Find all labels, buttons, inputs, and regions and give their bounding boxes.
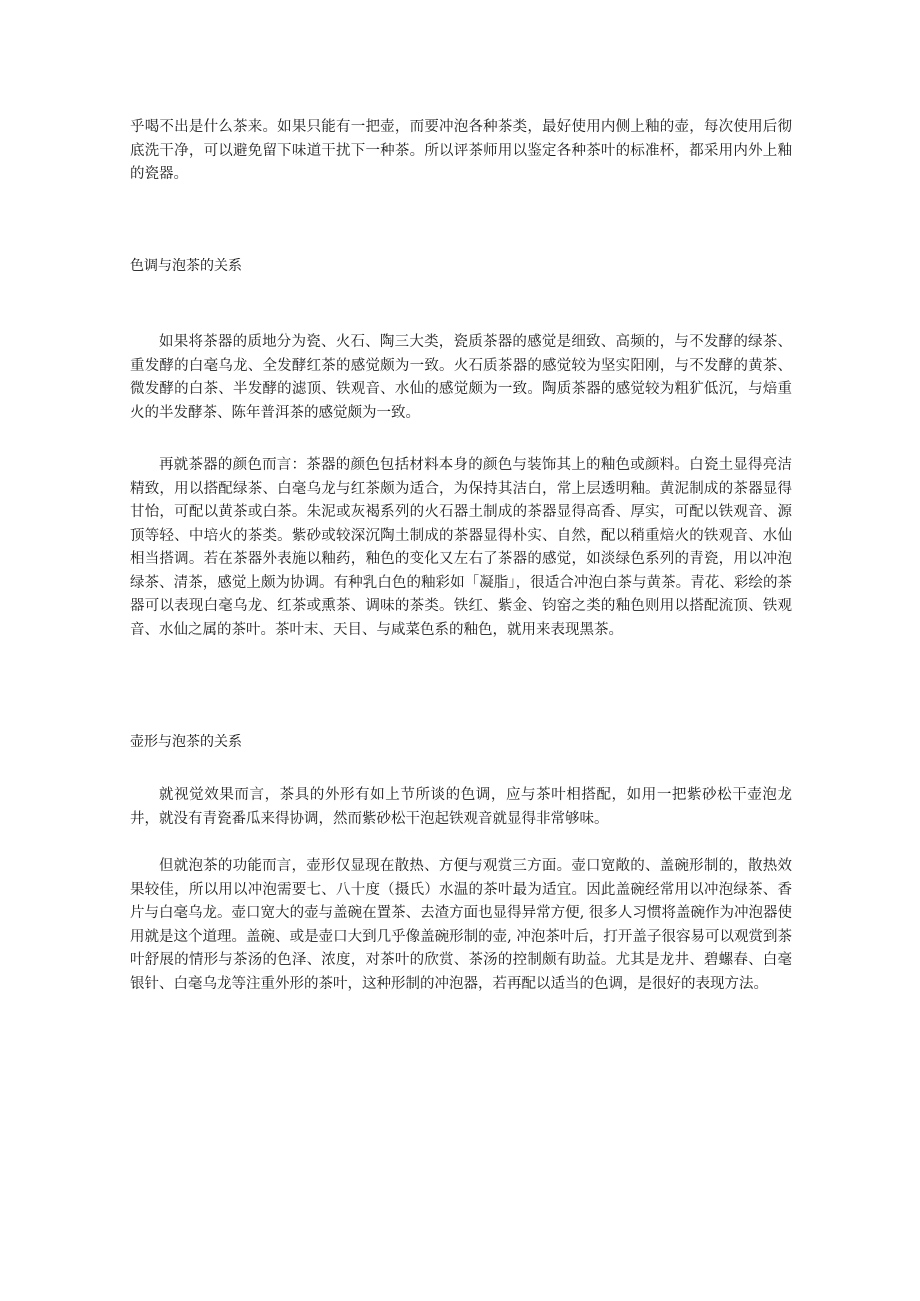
intro-paragraph: 乎喝不出是什么茶来。如果只能有一把壶，而要冲泡各种茶类，最好使用内侧上釉的壶，每次使用后彻底洗干净，可以避免留下味道干扰下一种茶。所以评茶师用以鉴定各种茶叶的标准杯，都采用内外上釉的瓷器。 xyxy=(130,119,792,182)
section-heading-color-tone: 色调与泡茶的关系 xyxy=(130,258,242,274)
paragraph-function: 但就泡茶的功能而言，壶形仅显现在散热、方便与观赏三方面。壶口宽敞的、盖碗形制的，散热效果较佳，所以用以冲泡需要七、八十度（摄氏）水温的茶叶最为适宜。因此盖碗经常用以冲泡绿茶、香片与白毫乌龙。壶口宽大的壶与盖碗在置茶、去渣方面也显得异常方便, 很多人习惯将盖碗作为冲泡器使用就是这个道理。盖碗、或是壶口大到几乎像盖碗形制的壶, 冲泡茶叶后，打开盖子很容易可以观赏到茶叶舒展的情形与茶汤的色泽、浓度，对茶叶的欣赏、茶汤的控制颇有助益。尤其是龙井、碧螺春、白毫银针、白毫乌龙等注重外形的茶叶，这种形制的冲泡器，若再配以适当的色调，是很好的表现方法。 xyxy=(130,858,792,992)
paragraph-color: 再就茶器的颜色而言：茶器的颜色包括材料本身的颜色与装饰其上的釉色或颜料。白瓷土显得亮洁精致，用以搭配绿茶、白毫乌龙与红茶颇为适合，为保持其洁白，常上层透明釉。黄泥制成的茶器显得甘怡，可配以黄茶或白茶。朱泥或灰褐系列的火石器土制成的茶器显得高香、厚实，可配以铁观音、源顶等轻、中培火的茶类。紫砂或较深沉陶土制成的茶器显得朴实、自然，配以稍重焙火的铁观音、水仙相当搭调。若在茶器外表施以釉药，釉色的变化又左右了茶器的感觉，如淡绿色系列的青瓷，用以冲泡绿茶、清茶，感觉上颇为协调。有种乳白色的釉彩如「凝脂」，很适合冲泡白茶与黄茶。青花、彩绘的茶器可以表现白毫乌龙、红茶或熏茶、调味的茶类。铁红、紫金、钧窑之类的釉色则用以搭配流顶、铁观音、水仙之属的茶叶。茶叶末、天目、与咸菜色系的釉色，就用来表现黑茶。 xyxy=(130,457,792,638)
section-heading-pot-shape: 壶形与泡茶的关系 xyxy=(130,734,242,750)
paragraph-visual-effect: 就视觉效果而言，茶具的外形有如上节所谈的色调，应与茶叶相搭配，如用一把紫砂松干壶泡龙井，就没有青瓷番瓜来得协调，然而紫砂松干泡起铁观音就显得非常够味。 xyxy=(130,787,792,827)
paragraph-material-texture: 如果将茶器的质地分为瓷、火石、陶三大类，瓷质茶器的感觉是细致、高频的，与不发酵的绿茶、重发酵的白毫乌龙、全发酵红茶的感觉颇为一致。火石质茶器的感觉较为坚实阳刚，与不发酵的黄茶、微发酵的白茶、半发酵的滤顶、铁观音、水仙的感觉颇为一致。陶质茶器的感觉较为粗犷低沉，与焙重火的半发酵茶、陈年普洱茶的感觉颇为一致。 xyxy=(130,334,792,421)
